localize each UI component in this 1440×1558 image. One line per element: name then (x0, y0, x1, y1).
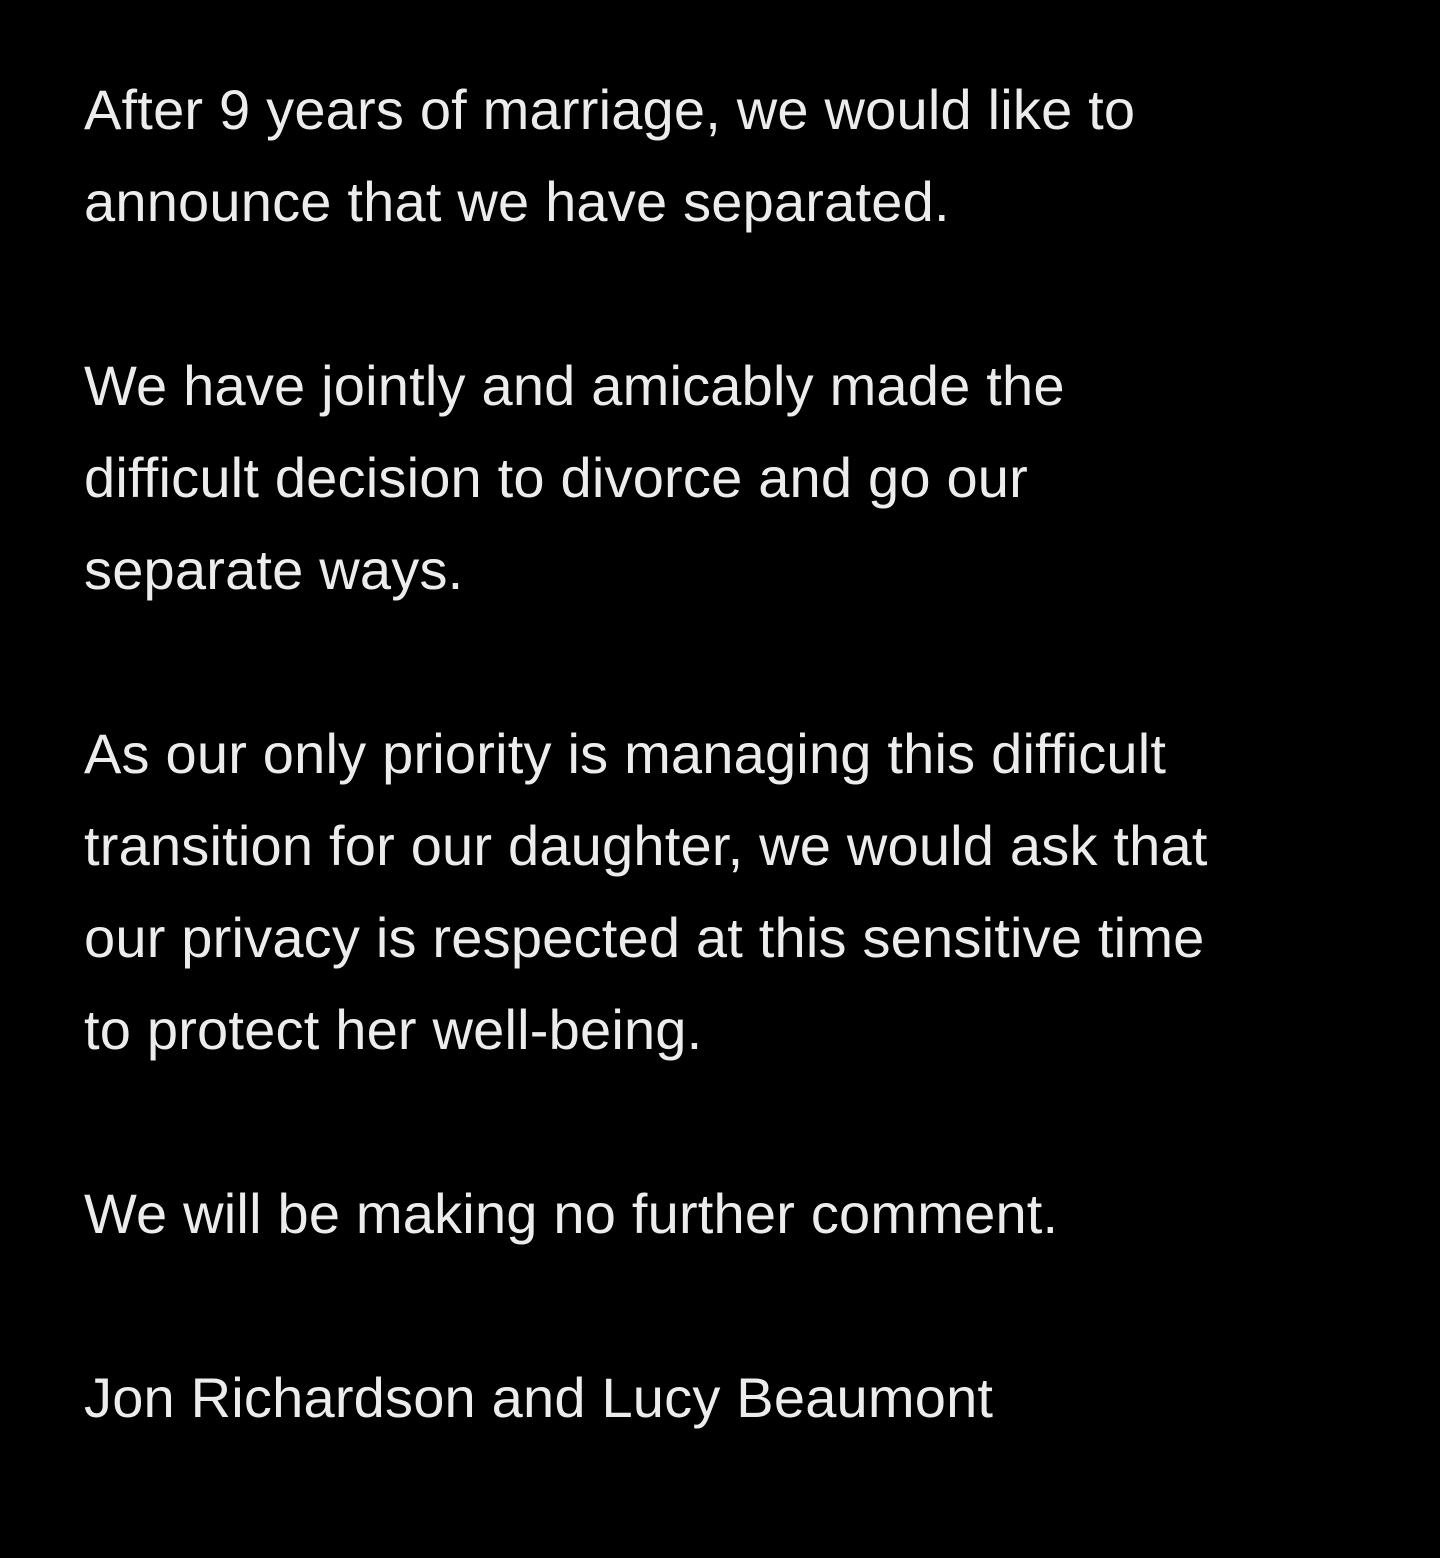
signature-names (84, 1352, 1384, 1444)
paragraph-announcement (84, 64, 1384, 248)
statement-line: to protect her well-being. (84, 998, 703, 1061)
signature-line: Jon Richardson and Lucy Beaumont (84, 1366, 994, 1429)
statement-line: We have jointly and amicably made the (84, 354, 1065, 417)
paragraph-privacy-request (84, 708, 1384, 1076)
statement-line: our privacy is respected at this sensitive time (84, 906, 1205, 969)
paragraph-no-comment (84, 1168, 1384, 1260)
statement-line: announce that we have separated. (84, 170, 950, 233)
statement-line: separate ways. (84, 538, 464, 601)
statement-line: We will be making no further comment. (84, 1182, 1059, 1245)
statement-line: transition for our daughter, we would ask that (84, 814, 1208, 877)
statement-line: difficult decision to divorce and go our (84, 446, 1028, 509)
statement-body (84, 64, 1384, 1444)
statement-line: After 9 years of marriage, we would like to (84, 78, 1136, 141)
statement-line: As our only priority is managing this difficult (84, 722, 1167, 785)
paragraph-decision (84, 340, 1384, 616)
